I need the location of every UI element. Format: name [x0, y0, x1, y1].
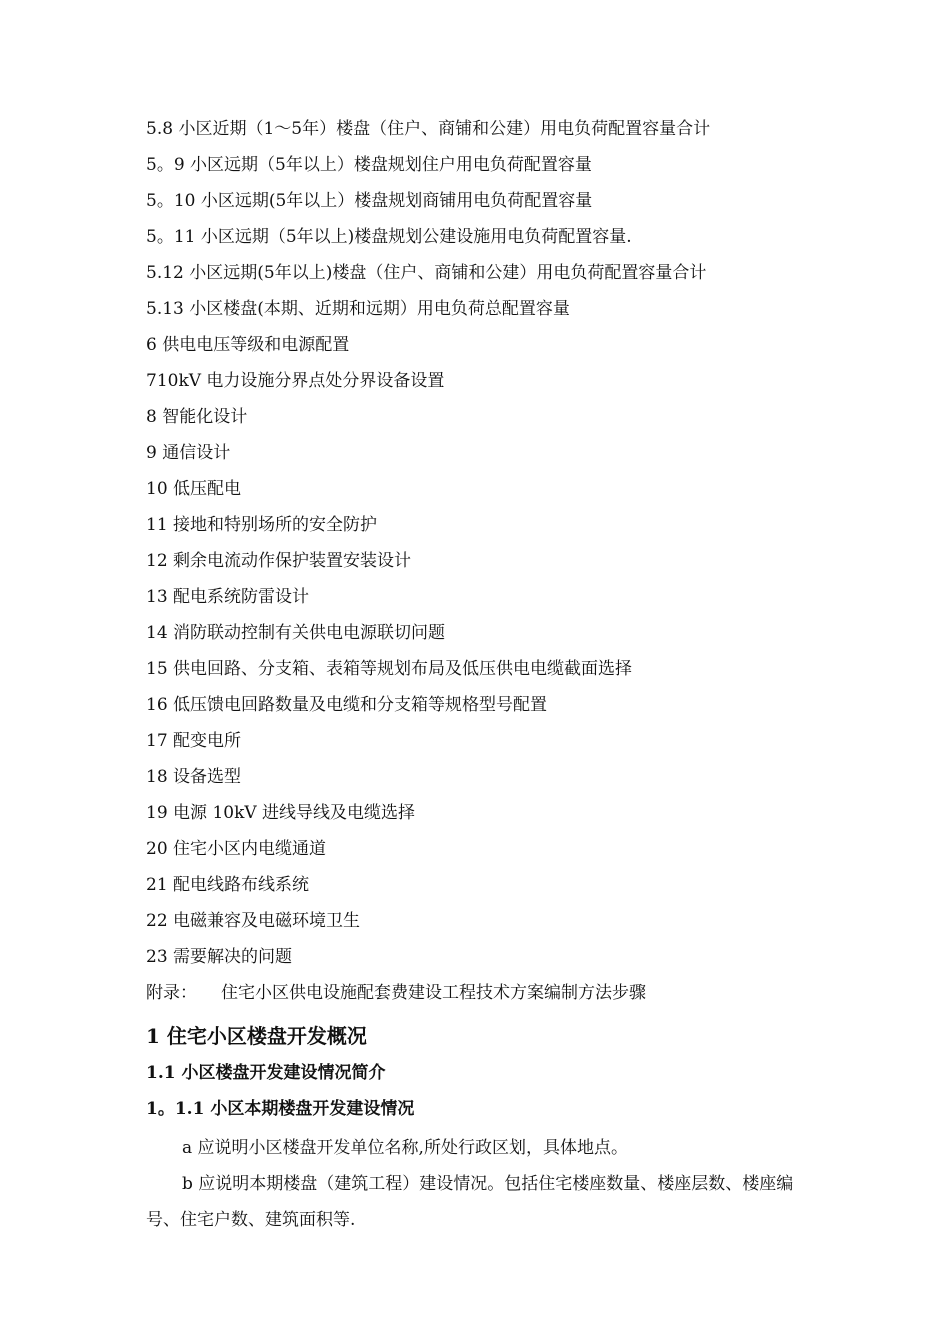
section-heading-1-1: 1.1 小区楼盘开发建设情况简介 [146, 1063, 386, 1083]
table-of-contents [146, 114, 826, 1238]
toc-entry: 12 剩余电流动作保护装置安装设计 [146, 551, 412, 571]
toc-entry: 6 供电电压等级和电源配置 [146, 335, 350, 355]
paragraph-a: a 应说明小区楼盘开发单位名称,所处行政区划，具体地点。 [182, 1138, 628, 1158]
paragraph-b: b 应说明本期楼盘（建筑工程）建设情况。包括住宅楼座数量、楼座层数、楼座编号、住宅户数、建筑面积等. [146, 1174, 794, 1230]
toc-entry: 710kV 电力设施分界点处分界设备设置 [146, 371, 445, 391]
toc-entry: 16 低压馈电回路数量及电缆和分支箱等规格型号配置 [146, 695, 548, 715]
toc-entry: 17 配变电所 [146, 731, 242, 751]
toc-entry: 18 设备选型 [146, 767, 242, 787]
toc-entry: 5。11 小区远期（5年以上)楼盘规划公建设施用电负荷配置容量. [146, 227, 632, 247]
toc-entry: 5。9 小区远期（5年以上）楼盘规划住户用电负荷配置容量 [146, 155, 592, 175]
toc-entry: 19 电源 10kV 进线导线及电缆选择 [146, 803, 416, 823]
toc-entry: 9 通信设计 [146, 443, 231, 463]
toc-entry: 15 供电回路、分支箱、表箱等规划布局及低压供电电缆截面选择 [146, 659, 633, 679]
toc-entry: 5.8 小区近期（1～5年）楼盘（住户、商铺和公建）用电负荷配置容量合计 [146, 119, 711, 139]
toc-entry: 13 配电系统防雷设计 [146, 587, 310, 607]
toc-entry: 21 配电线路布线系统 [146, 875, 310, 895]
toc-entry: 22 电磁兼容及电磁环境卫生 [146, 911, 361, 931]
toc-entry: 11 接地和特别场所的安全防护 [146, 515, 378, 535]
appendix-line [146, 978, 826, 1014]
toc-entry: 14 消防联动控制有关供电电源联切问题 [146, 623, 446, 643]
toc-entry: 5.12 小区远期(5年以上)楼盘（住户、商铺和公建）用电负荷配置容量合计 [146, 263, 707, 283]
appendix-title: 住宅小区供电设施配套费建设工程技术方案编制方法步骤 [221, 983, 646, 1003]
toc-entry: 5。10 小区远期(5年以上）楼盘规划商铺用电负荷配置容量 [146, 191, 593, 211]
section-heading-1-1-1: 1。1.1 小区本期楼盘开发建设情况 [146, 1099, 415, 1119]
toc-entry: 23 需要解决的问题 [146, 947, 293, 967]
toc-entry: 5.13 小区楼盘(本期、近期和远期）用电负荷总配置容量 [146, 299, 570, 319]
appendix-label: 附录： [146, 983, 197, 1003]
toc-entry: 20 住宅小区内电缆通道 [146, 839, 327, 859]
toc-entry: 8 智能化设计 [146, 407, 248, 427]
toc-entry: 10 低压配电 [146, 479, 242, 499]
section-heading-1: 1 住宅小区楼盘开发概况 [146, 1024, 367, 1048]
